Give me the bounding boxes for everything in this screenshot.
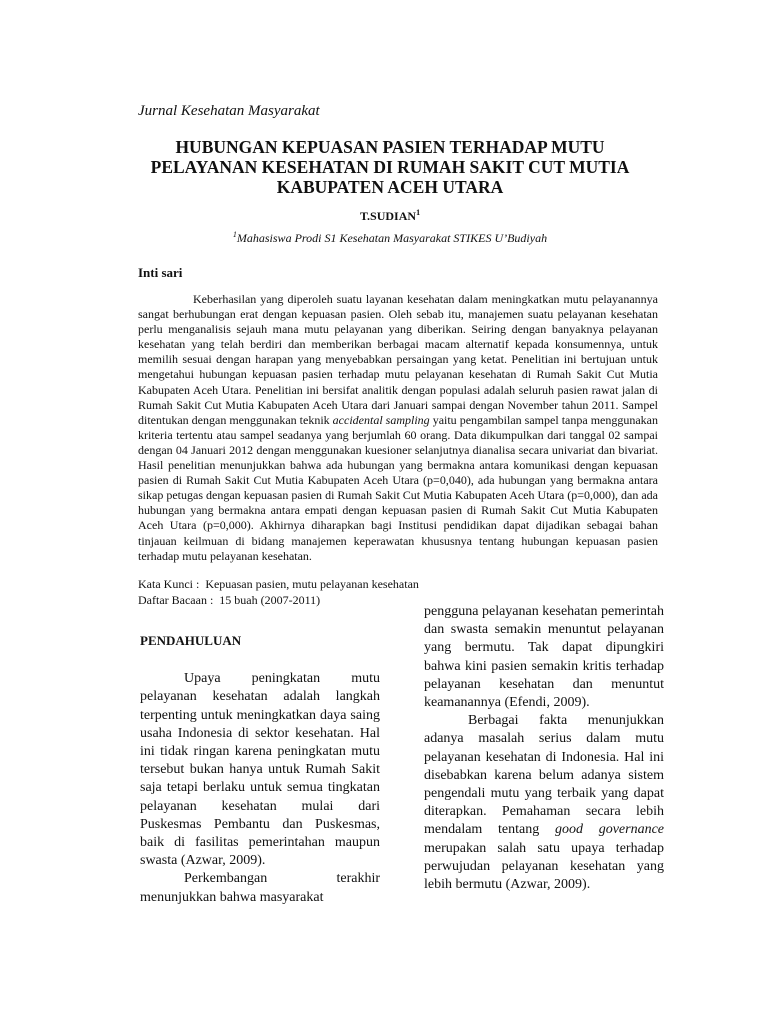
keywords-value: Kepuasan pasien, mutu pelayanan kesehatan: [205, 577, 419, 591]
author-sup: 1: [416, 208, 421, 217]
abstract-heading: Inti sari: [138, 265, 183, 280]
abstract-text: yaitu pengambilan sampel tanpa menggunakan kriteria tertentu atau sampel seadanya yang berjumlah 60 orang. Data dikumpulkan dari tanggal 02 sampai dengan 04 Januari 2012 dengan menggunakan kuesioner selanjutnya dianalisa secara univariat dan bivariat. Hasil penelitian menunjukkan bahwa ada hubungan yang bermakna antara komunikasi dengan kepuasan pasien di Rumah Sakit Cut Mutia Kabupaten Aceh Utara (p=0,040), ada hubungan yang bermakna antara sikap petugas dengan kepuasan pasien di Rumah Sakit Cut Mutia Kabupaten Aceh Utara (p=0,000), dan ada hubungan yang bermakna antara empati dengan kepuasan pasien di Rumah Sakit Cut Mutia Kabupaten Aceh Utara (p=0,000). Akhirnya diharapkan bagi Institusi pendidikan dapat dijadikan sebagai bahan tinjauan keilmuan di bidang manajemen keperawatan khususnya tentang hubungan kepuasan pasien terhadap mutu pelayanan kesehatan.: [138, 412, 659, 563]
paragraph: Upaya peningkatan mutu pelayanan kesehatan adalah langkah terpenting untuk meningkatkan daya saing usaha Indonesia di sektor kesehatan. Hal ini tidak ringan karena peningkatan mutu tersebut bukan hanya untuk Rumah Sakit saja tetapi berlaku untuk semua tingkatan pelayanan kesehatan mulai dari Puskesmas Pembantu dan Puskesmas, baik di fasilitas pemerintahan maupun swasta (Azwar, 2009).: [140, 671, 380, 869]
paragraph: Perkembangan terakhir menunjukkan bahwa masyarakat: [140, 871, 380, 905]
title-line: HUBUNGAN KEPUASAN PASIEN TERHADAP MUTU: [175, 137, 605, 157]
paragraph-text: Berbagai fakta menunjukkan adanya masalah serius dalam mutu pelayanan kesehatan di Indonesia. Hal ini disebabkan karena belum adanya sistem pengendali mutu yang terbaik yang dapat diterapkan. Pemahaman secara lebih mendalam tentang: [424, 713, 664, 838]
author-name: T.SUDIAN: [359, 209, 417, 223]
title-line: PELAYANAN KESEHATAN DI RUMAH SAKIT CUT MUTIA: [150, 157, 630, 177]
affiliation-text: Mahasiswa Prodi S1 Kesehatan Masyarakat STIKES U’Budiyah: [236, 231, 548, 245]
affiliation-sup: 1: [232, 230, 237, 239]
journal-name: Jurnal Kesehatan Masyarakat: [138, 103, 320, 119]
abstract-emphasis: accidental sampling: [332, 412, 430, 427]
body-column-left: [140, 632, 380, 907]
paper-title: [130, 137, 650, 197]
author: [130, 209, 650, 224]
abstract-body: [138, 292, 658, 564]
paragraph-emphasis: good governance: [554, 822, 664, 838]
section-heading: PENDAHULUAN: [140, 633, 242, 648]
reading-label: Daftar Bacaan :: [138, 592, 214, 607]
paragraph-text: merupakan salah satu upaya terhadap perwujudan pelayanan kesehatan yang lebih bermutu (Azwar, 2009).: [424, 840, 664, 893]
body-column-right: [424, 603, 664, 894]
abstract-text: Keberhasilan yang diperoleh suatu layanan kesehatan dalam meningkatkan mutu pelayanannya sangat berhubungan erat dengan kepuasan pasien. Oleh sebab itu, manajemen suatu pelayanan kesehatan perlu menganalisis sejauh mana mutu pelayanan yang diberikan. Seiring dengan banyaknya pelayanan kesehatan yang telah berdiri dan memberikan berbagai macam alternatif kepada konsumennya, untuk memilih sesuai dengan harapan yang menyebabkan persaingan yang ketat. Penelitian ini bertujuan untuk mengetahui hubungan kepuasan pasien terhadap mutu pelayanan kesehatan di Rumah Sakit Cut Mutia Kabupaten Aceh Utara. Penelitian ini bersifat analitik dengan populasi adalah seluruh pasien rawat jalan di Rumah Sakit Cut Mutia Kabupaten Aceh Utara dari Januari sampai dengan November tahun 2011. Sampel ditentukan dengan menggunakan teknik: [138, 292, 658, 427]
title-line: KABUPATEN ACEH UTARA: [276, 177, 504, 197]
affiliation: [130, 231, 650, 246]
paragraph: [424, 712, 664, 894]
keywords-block: [138, 577, 419, 608]
paragraph: pengguna pelayanan kesehatan pemerintah dan swasta semakin menuntut pelayanan yang bermutu. Tak dapat dipungkiri bahwa kini pasien semakin kritis terhadap pelayanan kesehatan dan menuntut keamanannya (Efendi, 2009).: [424, 604, 664, 711]
keywords-label: Kata Kunci :: [138, 577, 200, 591]
reading-value: 15 buah (2007-2011): [219, 592, 321, 607]
